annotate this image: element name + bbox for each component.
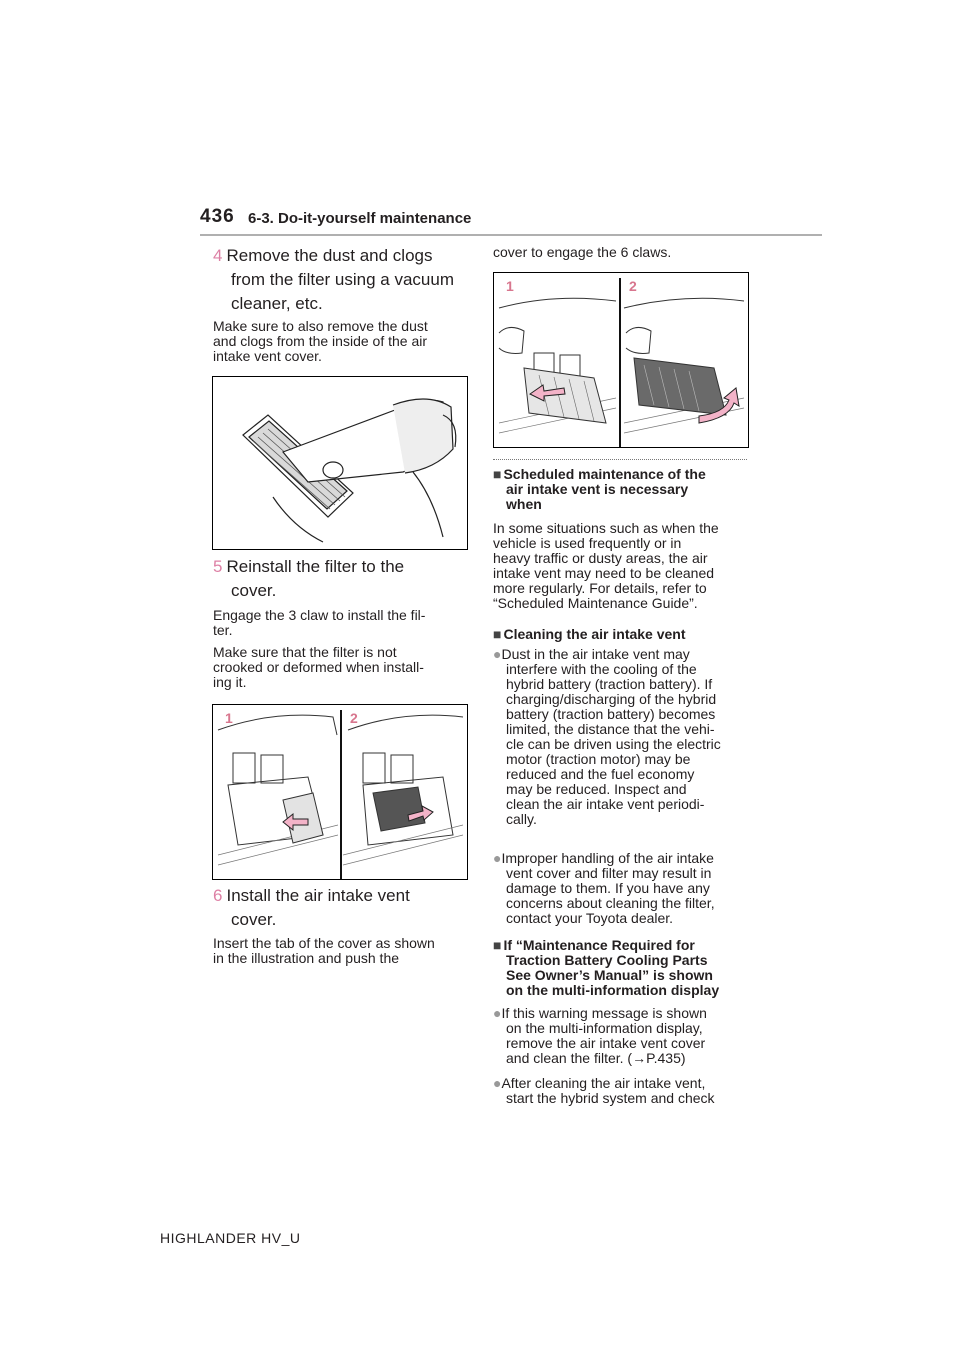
heading-line: See Owner’s Manual” is shown [506,967,713,983]
scheduled-maintenance-text [493,521,755,611]
step-5-number: 5 [213,557,223,576]
text-line: vehicle is used frequently or in [493,535,682,551]
heading-maintenance-required [493,938,757,998]
page-number: 436 [200,206,235,227]
figure-vacuum-filter [212,376,468,550]
bullet-warning-message [493,1006,757,1066]
note-line: ing it. [213,674,247,690]
step-4-line2: from the filter using a vacuum [231,270,454,289]
step-5-note-2 [213,645,473,690]
step-6-number: 6 [213,886,223,905]
note-line: Make sure to also remove the dust [213,318,428,334]
note-line: Engage the 3 claw to install the fil- [213,607,426,623]
text-line: “Scheduled Maintenance Guide”. [493,595,698,611]
bullet-line: on the multi-information display, [506,1020,703,1036]
heading-scheduled-maintenance [493,467,755,512]
bullet-line: remove the air intake vent cover [506,1035,706,1051]
header-rule [200,234,822,236]
step-6-line1: Install the air intake vent [226,886,410,905]
step-5 [213,555,473,603]
step-4 [213,244,473,316]
heading-line: Traction Battery Cooling Parts [506,952,708,968]
square-bullet-icon: ■ [493,466,502,482]
bullet-dust [493,647,757,827]
bullet-line: After cleaning the air intake vent, [501,1075,706,1091]
bullet-line: contact your Toyota dealer. [506,910,674,926]
note-line: ter. [213,622,233,638]
figure-label-1: 1 [506,278,514,294]
note-line: Make sure that the filter is not [213,644,397,660]
bullet-improper-handling [493,851,757,926]
bullet-line: vent cover and filter may result in [506,865,712,881]
bullet-line: Improper handling of the air intake [501,850,714,866]
figure-reinstall-filter [212,704,468,880]
heading-line: on the multi-information display [506,982,720,998]
step-4-line1: Remove the dust and clogs [226,246,433,265]
heading-text: Cleaning the air intake vent [503,626,686,642]
heading-line: air intake vent is necessary [506,481,689,497]
text-line: heavy traffic or dusty areas, the air [493,550,708,566]
section-divider [493,459,747,461]
step-4-line3: cleaner, etc. [231,294,323,313]
step-6 [213,884,473,932]
bullet-line: charging/discharging of the hybrid [506,691,717,707]
circle-bullet-icon: ● [493,1005,502,1021]
note-line: and clogs from the inside of the air [213,333,428,349]
figure-install-cover [493,272,749,448]
bullet-line: battery (traction battery) becomes [506,706,716,722]
bullet-line: Dust in the air intake vent may [501,646,690,662]
text-line: In some situations such as when the [493,520,719,536]
figure-label-2: 2 [629,278,637,294]
figure-label-2: 2 [350,710,358,726]
step-6-line2: cover. [231,910,277,929]
bullet-line: motor (traction motor) may be [506,751,691,767]
heading-line: If “Maintenance Required for [503,937,695,953]
heading-line: Scheduled maintenance of the [503,466,706,482]
continued-text: cover to engage the 6 claws. [493,244,672,260]
bullet-line: concerns about cleaning the filter, [506,895,715,911]
step-6-note [213,936,473,966]
note-line: crooked or deformed when install- [213,659,424,675]
circle-bullet-icon: ● [493,850,502,866]
text-line: more regularly. For details, refer to [493,580,707,596]
bullet-line: interfere with the cooling of the [506,661,697,677]
bullet-line: reduced and the fuel economy [506,766,695,782]
heading-cleaning-vent [493,627,755,642]
note-line: in the illustration and push the [213,950,400,966]
text-line: intake vent may need to be cleaned [493,565,715,581]
circle-bullet-icon: ● [493,1075,502,1091]
bullet-line: cle can be driven using the electric [506,736,721,752]
square-bullet-icon: ■ [493,937,502,953]
heading-line: when [506,496,542,512]
bullet-line: start the hybrid system and check [506,1090,715,1106]
bullet-after-cleaning [493,1076,757,1106]
step-5-line1: Reinstall the filter to the [226,557,405,576]
note-line: intake vent cover. [213,348,322,364]
note-line: Insert the tab of the cover as shown [213,935,435,951]
bullet-line: hybrid battery (traction battery). If [506,676,713,692]
bullet-line: damage to them. If you have any [506,880,710,896]
step-4-number: 4 [213,246,223,265]
bullet-line: may be reduced. Inspect and [506,781,687,797]
step-5-line2: cover. [231,581,277,600]
bullet-line: and clean the filter. (→P.435) [506,1050,686,1066]
section-title: 6-3. Do-it-yourself maintenance [248,210,472,227]
figure-label-1: 1 [225,710,233,726]
bullet-line: cally. [506,811,537,827]
bullet-line: clean the air intake vent periodi- [506,796,705,812]
step-5-note-1 [213,608,473,638]
footer-model: HIGHLANDER HV_U [160,1230,301,1246]
bullet-line: If this warning message is shown [501,1005,707,1021]
circle-bullet-icon: ● [493,646,502,662]
square-bullet-icon: ■ [493,626,502,642]
step-4-note [213,319,473,364]
bullet-line: limited, the distance that the vehi- [506,721,715,737]
